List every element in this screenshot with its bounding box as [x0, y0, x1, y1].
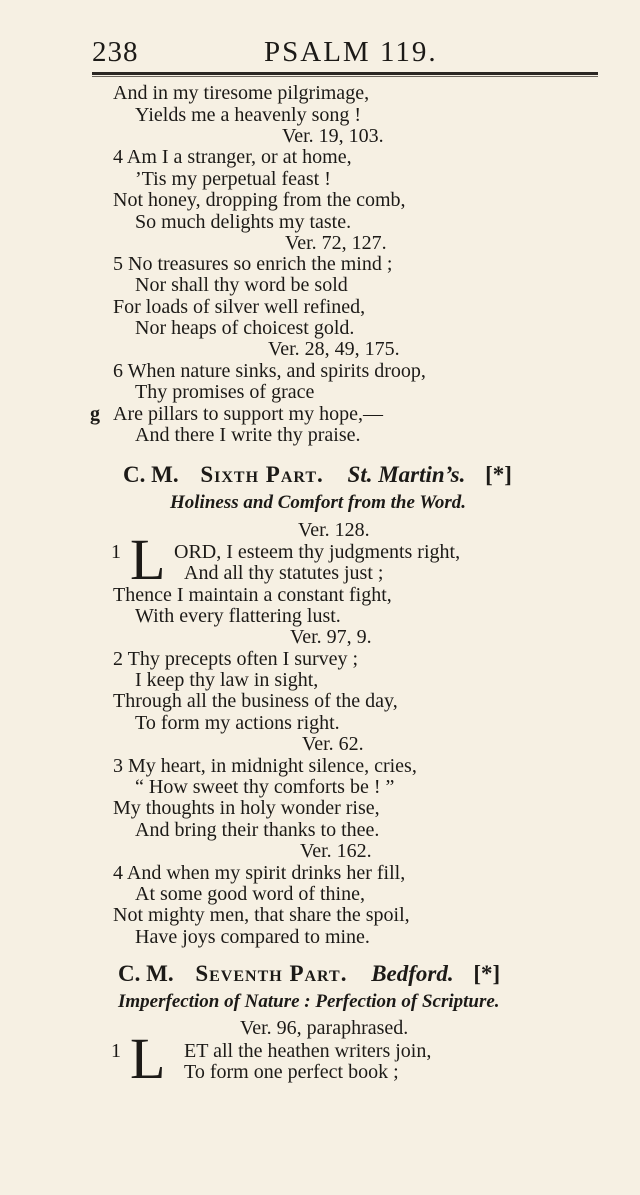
verse-line: And bring their thanks to thee. — [135, 819, 380, 841]
verse-line: Not honey, dropping from the comb, — [113, 189, 406, 211]
section-subtitle: Holiness and Comfort from the Word. — [170, 492, 466, 513]
verse-line: Are pillars to support my hope,— — [113, 403, 383, 425]
verse-line: 5 No treasures so enrich the mind ; — [113, 253, 393, 275]
meter-label: C. M. — [118, 961, 174, 986]
verse-line: So much delights my taste. — [135, 211, 352, 233]
verse-line: Yields me a heavenly song ! — [135, 104, 362, 126]
verse-line: 6 When nature sinks, and spirits droop, — [113, 360, 426, 382]
header-rule-thin — [92, 76, 598, 77]
verse-line: And in my tiresome pilgrimage, — [113, 82, 370, 104]
verse-line: To form one perfect book ; — [184, 1061, 399, 1083]
verse-line: 4 Am I a stranger, or at home, — [113, 146, 352, 168]
verse-reference: Ver. 62. — [302, 733, 364, 755]
page-number: 238 — [92, 36, 139, 68]
verse-line: Nor heaps of choicest gold. — [135, 317, 355, 339]
verse-line: Thence I maintain a constant fight, — [113, 584, 392, 606]
verse-line: “ How sweet thy comforts be ! ” — [135, 776, 395, 798]
header-rule — [92, 72, 598, 75]
verse-reference: Ver. 19, 103. — [282, 125, 384, 147]
verse-reference: Ver. 28, 49, 175. — [268, 338, 400, 360]
verse-line: My thoughts in holy wonder rise, — [113, 797, 380, 819]
verse-line: I keep thy law in sight, — [135, 669, 319, 691]
verse-reference: Ver. 72, 127. — [285, 232, 387, 254]
signature-mark: g — [90, 403, 100, 425]
verse-line: Nor shall thy word be sold — [135, 274, 348, 296]
drop-cap: L — [130, 1026, 166, 1091]
verse-line: And there I write thy praise. — [135, 424, 361, 446]
verse-line: Not mighty men, that share the spoil, — [113, 904, 410, 926]
verse-line: To form my actions right. — [135, 712, 340, 734]
running-header — [92, 36, 598, 72]
verse-line: At some good word of thine, — [135, 883, 365, 905]
verse-line: ORD, I esteem thy judgments right, — [174, 541, 461, 563]
stanza-number: 1 — [111, 1040, 121, 1062]
verse-line: And all thy statutes just ; — [184, 562, 384, 584]
verse-reference: Ver. 128. — [298, 519, 370, 541]
verse-line: ET all the heathen writers join, — [184, 1040, 432, 1062]
part-label: Seventh Part. — [195, 961, 348, 986]
verse-line: Thy promises of grace — [135, 381, 315, 403]
tune-name: Bedford. — [371, 961, 454, 986]
stanza-number: 1 — [111, 541, 121, 563]
page-title: PSALM 119. — [264, 36, 438, 68]
verse-line: Have joys compared to mine. — [135, 926, 370, 948]
verse-reference: Ver. 96, paraphrased. — [240, 1017, 409, 1039]
verse-line: 2 Thy precepts often I survey ; — [113, 648, 359, 670]
verse-line: Through all the business of the day, — [113, 690, 398, 712]
verse-line: 3 My heart, in midnight silence, cries, — [113, 755, 417, 777]
part-label: Sixth Part. — [200, 462, 324, 487]
meter-label: C. M. — [123, 462, 179, 487]
verse-reference: Ver. 162. — [300, 840, 372, 862]
tune-name: St. Martin’s. — [347, 462, 466, 487]
verse-line: ’Tis my perpetual feast ! — [135, 168, 331, 190]
section-heading — [118, 961, 500, 987]
drop-cap: L — [130, 527, 166, 592]
verse-line: With every flattering lust. — [135, 605, 341, 627]
section-subtitle: Imperfection of Nature : Perfection of Scripture. — [118, 991, 500, 1012]
asterisk-mark: [*] — [485, 462, 512, 487]
verse-line: For loads of silver well refined, — [113, 296, 366, 318]
section-heading — [123, 462, 512, 488]
asterisk-mark: [*] — [473, 961, 501, 986]
verse-reference: Ver. 97, 9. — [290, 626, 372, 648]
verse-line: 4 And when my spirit drinks her fill, — [113, 862, 406, 884]
